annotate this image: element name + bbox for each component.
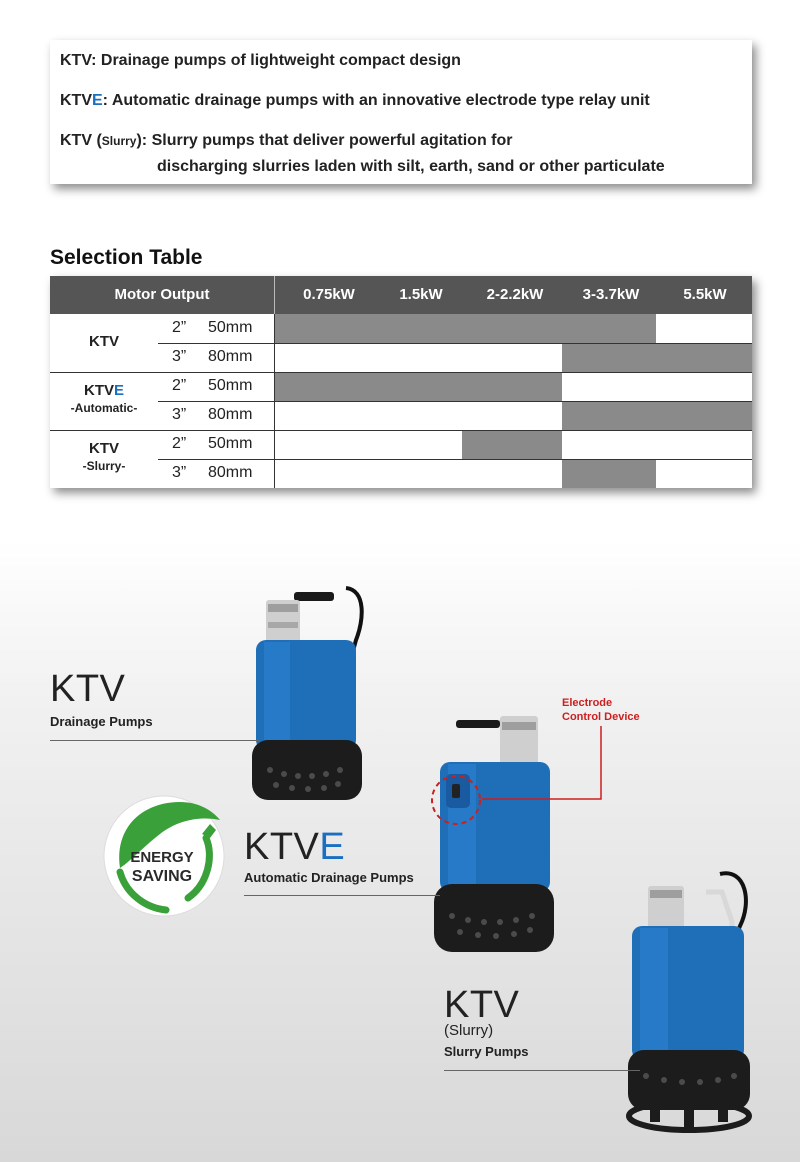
- availability-cell: [274, 372, 368, 401]
- intro-ktve: [60, 92, 650, 110]
- header-col-1: 1.5kW: [399, 286, 443, 303]
- size-mm: 50mm: [208, 435, 253, 452]
- intro-ktv: [60, 52, 461, 70]
- header-col-3: 3-3.7kW: [582, 286, 640, 303]
- ktve-title-suffix: E: [319, 826, 346, 868]
- size-mm: 50mm: [208, 319, 253, 336]
- size-mm: 80mm: [208, 348, 253, 365]
- intro-ktve-model: KTV: [60, 92, 92, 109]
- ktve-caption-line: [244, 895, 440, 896]
- intro-ktv-text: : Drainage pumps of lightweight compact design: [91, 52, 461, 69]
- column-divider: [274, 314, 275, 488]
- electrode-label-1: Electrode: [562, 697, 613, 709]
- group-divider: [50, 372, 752, 373]
- availability-cell: [462, 430, 562, 459]
- header-col-4: 5.5kW: [683, 286, 727, 303]
- slurry-paren: (Slurry): [444, 1022, 494, 1039]
- model-label: [50, 382, 158, 415]
- availability-cell: [562, 459, 656, 488]
- slurry-subtitle: Slurry Pumps: [444, 1044, 529, 1059]
- energy-line-2: SAVING: [131, 868, 193, 885]
- size-inch: 3”: [172, 348, 187, 365]
- header-motor-output: Motor Output: [114, 286, 210, 303]
- ktv-title: KTV: [50, 668, 126, 710]
- size-mm: 80mm: [208, 406, 253, 423]
- selection-title: Selection Table: [50, 246, 203, 269]
- ktv-subtitle: Drainage Pumps: [50, 714, 153, 729]
- ktv-caption-line: [50, 740, 260, 741]
- size-inch: 2”: [172, 319, 187, 336]
- electrode-label: [562, 696, 640, 724]
- row-divider: [158, 459, 752, 460]
- slurry-caption-line: [444, 1070, 640, 1071]
- selection-table: [50, 276, 752, 488]
- intro-ktv-model: KTV: [60, 52, 92, 69]
- slurry-title: KTV: [444, 984, 520, 1026]
- intro-slurry-text1: : Slurry pumps that deliver powerful agitation for: [141, 132, 513, 149]
- ktve-subtitle: Automatic Drainage Pumps: [244, 870, 414, 885]
- availability-cell: [656, 401, 752, 430]
- ktve-title-prefix: KTV: [244, 826, 320, 868]
- energy-line-1: ENERGY: [130, 849, 194, 866]
- size-inch: 2”: [172, 435, 187, 452]
- availability-cell: [368, 314, 462, 343]
- availability-cell: [462, 372, 562, 401]
- header-col-0: 0.75kW: [303, 286, 355, 303]
- intro-slurry-paren: Slurry: [101, 134, 137, 148]
- size-inch: 2”: [172, 377, 187, 394]
- model-name-suffix: E: [113, 382, 124, 399]
- availability-cell: [656, 343, 752, 372]
- intro-ktve-text: : Automatic drainage pumps with an innovative electrode type relay unit: [102, 92, 650, 109]
- energy-saving-text: [112, 848, 212, 886]
- electrode-callout: [428, 722, 608, 826]
- model-name-text: KTV: [83, 382, 114, 399]
- availability-cell: [562, 401, 656, 430]
- model-name: [50, 440, 158, 457]
- header-col-2: 2-2.2kW: [486, 286, 544, 303]
- size-mm: 80mm: [208, 464, 253, 481]
- group-divider: [50, 430, 752, 431]
- table-header: [50, 276, 752, 314]
- intro-slurry-text2: discharging slurries laden with silt, earth, sand or other particulate: [157, 158, 665, 175]
- availability-cell: [462, 314, 562, 343]
- model-sub: -Automatic-: [70, 401, 138, 415]
- availability-cell: [562, 314, 656, 343]
- slurry-pump-image: [620, 862, 756, 1134]
- size-inch: 3”: [172, 406, 187, 423]
- size-inch: 3”: [172, 464, 187, 481]
- electrode-label-2: Control Device: [562, 711, 640, 723]
- intro-slurry-close: ): [136, 132, 142, 149]
- ktve-title: [244, 826, 345, 869]
- intro-box: [50, 40, 752, 184]
- intro-slurry-model: KTV (: [60, 132, 102, 149]
- size-mm: 50mm: [208, 377, 253, 394]
- model-name-text: KTV: [89, 440, 119, 457]
- row-divider: [158, 343, 752, 344]
- model-sub: -Slurry-: [82, 459, 126, 473]
- availability-cell: [368, 372, 462, 401]
- ktv-pump-image: [246, 580, 366, 805]
- model-name: [50, 333, 158, 350]
- model-name-text: KTV: [89, 333, 119, 350]
- row-divider: [158, 401, 752, 402]
- intro-slurry: [60, 132, 513, 150]
- model-name: [50, 382, 158, 399]
- availability-cell: [274, 314, 368, 343]
- availability-cell: [562, 343, 656, 372]
- model-label: [50, 440, 158, 473]
- model-label: [50, 333, 158, 350]
- intro-ktve-suffix: E: [92, 92, 103, 109]
